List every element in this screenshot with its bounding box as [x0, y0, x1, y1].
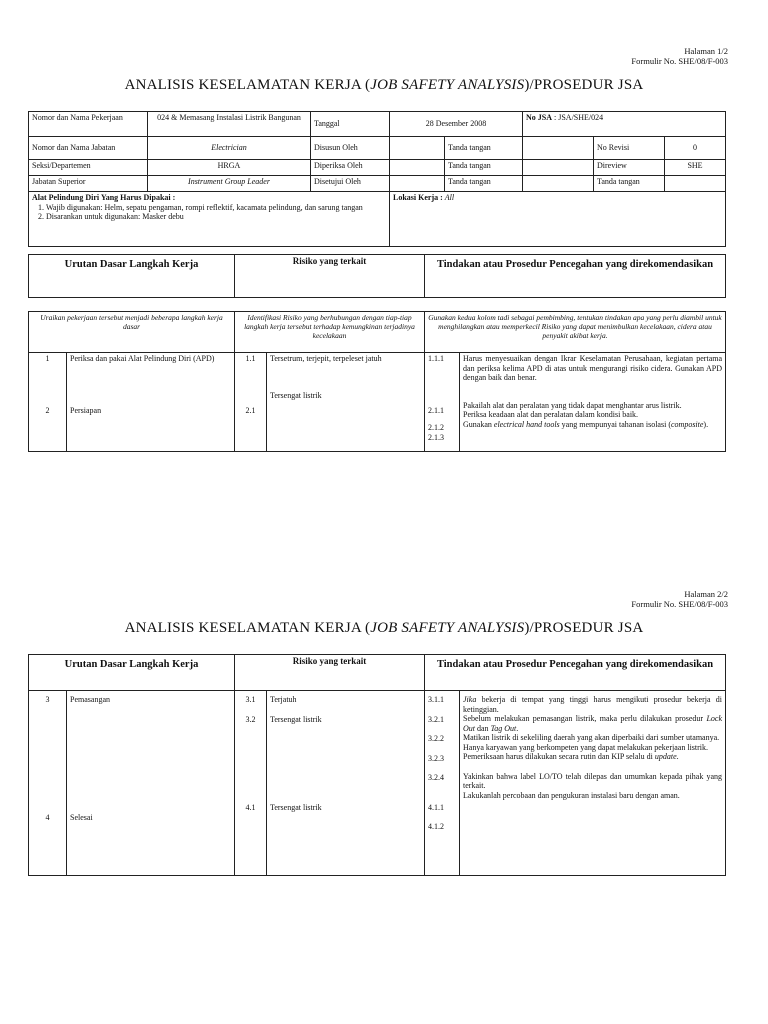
row-2-number: 2: [29, 400, 67, 452]
action-3-2-2: Matikan listrik di sekeliling daerah yang akan diperbaiki dari sumber utamanya.: [463, 733, 720, 742]
ppe-item-2: 2. Disarankan untuk digunakan: Masker debu: [46, 212, 386, 222]
checked-label: Diperiksa Oleh: [311, 160, 390, 176]
page2-page-number: Halaman 2/2: [684, 589, 728, 599]
position-label: Nomor dan Nama Jabatan: [29, 137, 148, 160]
page2-action-number-column: 3.1.1 3.2.1 3.2.2 3.2.3 3.2.4 4.1.1 4.1.2: [425, 691, 460, 876]
row-2-action-3: Gunakan electrical hand tools yang mempunyai tahanan isolasi (composite).: [463, 419, 709, 429]
jsa-number: No JSA : JSA/SHE/024: [523, 112, 726, 137]
reviewer-label: Direview: [594, 160, 665, 176]
ppe-list: [32, 203, 386, 222]
row-2-step: Persiapan: [67, 400, 235, 452]
action-4-1-1: Yakinkan bahwa label LO/TO telah dilepas dan umumkan kepada pihak yang terkait.: [463, 771, 722, 790]
row-3-risk-1: Terjatuh: [270, 695, 297, 704]
row-2-actions: Pakailah alat dan peralatan yang tidak dapat menghantar arus listrik. Periksa keadaan alat dan peralatan dalam kondisi baik. Gunakan electrical hand tools yang mempunyai tahanan isolasi (composite).: [460, 400, 726, 452]
approved-value: [390, 176, 445, 192]
row-1-step: Periksa dan pakai Alat Pelindung Diri (APD): [67, 353, 235, 400]
row-3-risk-2: Tersengat listrik: [270, 714, 322, 724]
page2-steps-header: Urutan Dasar Langkah Kerja: [29, 655, 235, 691]
row-3-number: 3: [45, 695, 50, 704]
page2-title: ANALISIS KESELAMATAN KERJA (JOB SAFETY ANALYSIS)/PROSEDUR JSA: [124, 620, 644, 636]
page2-step-column: [67, 691, 235, 876]
row-1-action: Harus menyesuaikan dengan Ikrar Keselamatan Perusahaan, kegiatan pertama dan periksa kelima APD di atas untuk mengurangi risiko cidera. Gunakan APD dengan baik dan benar.: [460, 353, 726, 400]
ppe-item-1: 1. Wajib digunakan: Helm, sepatu pengaman, rompi reflektif, kacamata pelindung, dan sarung tangan: [46, 203, 386, 213]
row-2-risk-number: 2.1: [235, 400, 267, 452]
checked-value: [390, 160, 445, 176]
row-1-risk: Tersetrum, terjepit, terpeleset jatuh: [267, 353, 425, 400]
row-4-step: Selesai: [70, 812, 93, 822]
ppe-cell: [29, 192, 390, 247]
row-1-risk-number: 1.1: [235, 353, 267, 400]
location-value: All: [444, 193, 455, 202]
section-value: HRGA: [148, 160, 311, 176]
page2-header: [428, 589, 728, 609]
approved-signature-label: Tanda tangan: [445, 176, 523, 192]
page1-header: [428, 46, 728, 66]
superior-value: Instrument Group Leader: [148, 176, 311, 192]
page1-title: ANALISIS KESELAMATAN KERJA (JOB SAFETY ANALYSIS)/PROSEDUR JSA: [124, 77, 644, 93]
final-signature-label: Tanda tangan: [594, 176, 665, 192]
row-1-action-number: 1.1.1: [425, 353, 460, 400]
page1-form-number: Formulir No. SHE/08/F-003: [631, 56, 728, 66]
page2-risk-column: [267, 691, 425, 876]
final-signature-value: [665, 176, 726, 192]
page1-column-headers: [28, 254, 726, 298]
prepared-signature-value: [523, 137, 594, 160]
page1-actions-description: Gunakan kedua kolom tadi sebagai pembimbing, tentukan tindakan apa yang perlu diambil untuk menghilangkan atau memperkecil Risiko yang dapat menimbulkan kecelakaan, cidera atau penyakit akibat kerja.: [425, 312, 726, 353]
job-value: 024 & Memasang Instalasi Listrik Bangunan: [148, 112, 311, 137]
job-label: Nomor dan Nama Pekerjaan: [29, 112, 148, 137]
action-4-1-2: Lakukanlah percobaan dan pengukuran instalasi baru dengan aman.: [463, 790, 680, 800]
page2-form-number: Formulir No. SHE/08/F-003: [631, 599, 728, 609]
page1-steps-description: Uraikan pekerjaan tersebut menjadi beberapa langkah kerja dasar: [29, 312, 235, 353]
ppe-title: Alat Pelindung Diri Yang Harus Dipakai :: [32, 193, 176, 202]
page2-actions-header: Tindakan atau Prosedur Pencegahan yang direkomendasikan: [425, 655, 726, 691]
page1-actions-header: Tindakan atau Prosedur Pencegahan yang direkomendasikan: [425, 255, 726, 298]
date-value: 28 Desember 2008: [390, 112, 523, 137]
page2-risk-number-column: 3.1 3.2 4.1: [235, 691, 267, 876]
page1-page-number: Halaman 1/2: [684, 46, 728, 56]
page1-risks-header: Risiko yang terkait: [235, 255, 425, 298]
page1-jsa-table: [28, 311, 726, 452]
page2-action-column: [460, 691, 726, 876]
row-2-action-numbers: 2.1.1 2.1.2 2.1.3: [425, 400, 460, 452]
row-1-number: 1: [29, 353, 67, 400]
action-3-2-1: Sebelum melakukan pemasangan listrik, maka perlu dilakukan prosedur Lock Out dan Tag Out.: [463, 714, 722, 733]
row-3-step: Pemasangan: [70, 695, 110, 704]
reviewer-value: SHE: [665, 160, 726, 176]
checked-signature-value: [523, 160, 594, 176]
prepared-value: [390, 137, 445, 160]
approved-label: Disetujui Oleh: [311, 176, 390, 192]
superior-label: Jabatan Superior: [29, 176, 148, 192]
row-2-risk-cell: [267, 390, 425, 452]
row-4-risk-1: Tersengat listrik: [270, 803, 322, 812]
page2-column-headers: [28, 654, 726, 691]
revision-label: No Revisi: [594, 137, 665, 160]
location-cell: [390, 192, 726, 247]
revision-value: 0: [665, 137, 726, 160]
action-3-2-3: Hanya karyawan yang berkompeten yang dapat melakukan pekerjaan listrik.: [463, 742, 709, 752]
checked-signature-label: Tanda tangan: [445, 160, 523, 176]
location-label: Lokasi Kerja :: [393, 193, 443, 202]
row-2-risk: Tersengat listrik: [270, 390, 322, 400]
page1-info-table: [28, 111, 726, 247]
position-value: Electrician: [148, 137, 311, 160]
prepared-signature-label: Tanda tangan: [445, 137, 523, 160]
page2-number-column: [29, 691, 67, 876]
date-label: Tanggal: [311, 112, 390, 137]
approved-signature-value: [523, 176, 594, 192]
page2-risks-header: Risiko yang terkait: [235, 655, 425, 691]
page1-steps-header: Urutan Dasar Langkah Kerja: [29, 255, 235, 298]
row-4-number: 4: [45, 812, 50, 822]
action-3-2-4: Pemeriksaan harus dilakukan secara rutin dan KIP selalu di update.: [463, 752, 679, 761]
prepared-label: Disusun Oleh: [311, 137, 390, 160]
section-label: Seksi/Departemen: [29, 160, 148, 176]
page2-jsa-table: [28, 690, 726, 876]
page1-risks-description: Identifikasi Risiko yang berhubungan dengan tiap-tiap langkah kerja tersebut terhadap kemungkinan terjadinya kecelakaan: [235, 312, 425, 353]
action-3-1-1: Jika bekerja di tempat yang tinggi harus mengikuti prosedur bekerja di ketinggian.: [463, 695, 723, 714]
